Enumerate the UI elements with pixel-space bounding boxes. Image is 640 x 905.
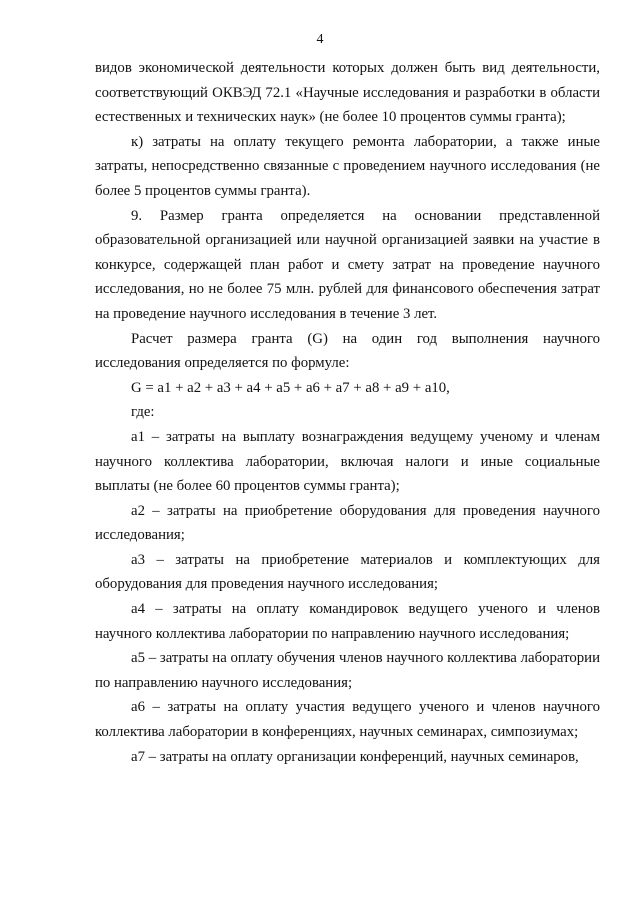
definition-a3: a3 – затраты на приобретение материалов и комплектующих для оборудования для проведения научного исследования; [95,551,600,593]
definition-a2: a2 – затраты на приобретение оборудования для проведения научного исследования; [95,502,600,544]
formula-where-label: где: [131,404,155,421]
definition-a7: a7 – затраты на оплату организации конференций, научных семинаров, [131,748,579,765]
paragraph-item-k: к) затраты на оплату текущего ремонта лаборатории, а также иные затраты, непосредственно связанные с проведением научного исследования (не более 5 процентов суммы гранта). [95,133,600,199]
page-number: 4 [316,32,324,47]
definition-a4: a4 – затраты на оплату командировок ведущего ученого и членов научного коллектива лаборатории по направлению научного исследования; [95,601,600,642]
definition-a5: a5 – затраты на оплату обучения членов научного коллектива лаборатории по направлению научного исследования; [95,650,600,691]
definition-a1: a1 – затраты на выплату вознаграждения ведущему ученому и членам научного коллектива лаборатории, включая налоги и иные социальные выплаты (не более 60 процентов суммы гранта); [95,428,600,495]
paragraph-item-9: 9. Размер гранта определяется на основании представленной образовательной организацией или научной организацией заявки на участие в конкурсе, содержащей план работ и смету затрат на проведение научного исследования, но не более 75 млн. рублей для финансового обеспечения затрат на проведение научного исследования в течение 3 лет. [95,207,600,322]
paragraph-activity-types: видов экономической деятельности которых должен быть вид деятельности, соответствующий ОКВЭД 72.1 «Научные исследования и разработки в области естественных и технических наук» (не более 10 процентов суммы гранта); [95,60,600,126]
grant-formula: G = a1 + a2 + a3 + a4 + a5 + a6 + a7 + a8 + a9 + a10, [131,379,450,396]
paragraph-grant-calculation: Расчет размера гранта (G) на один год выполнения научного исследования определяется по формуле: [95,330,600,372]
document-body [95,56,600,769]
definition-a6: a6 – затраты на оплату участия ведущего ученого и членов научного коллектива лаборатории в конференциях, научных семинарах, симпозиумах; [95,699,600,741]
